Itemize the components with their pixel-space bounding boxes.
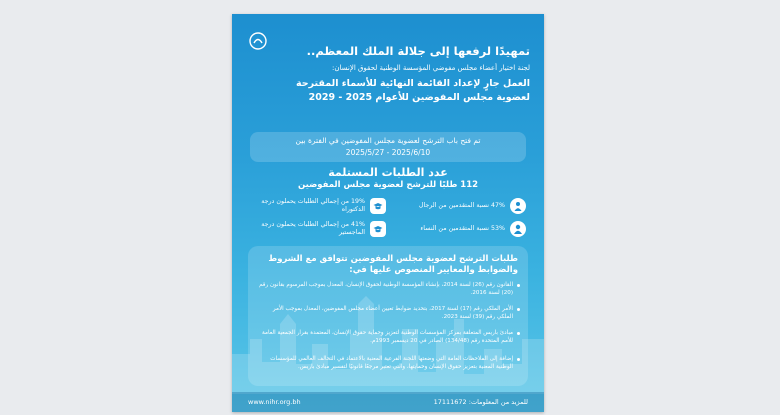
nomination-period-box [250, 132, 526, 162]
woman-icon [510, 221, 526, 237]
headline-block [246, 77, 530, 105]
graduation-icon [370, 198, 386, 214]
requirements-title: طلبات الترشح لعضوية مجلس المفوضين تتوافق مع الشروط والضوابط والمعايير المنصوص عليها في: [268, 254, 518, 275]
headline-line-1: العمل جارٍ لإعداد القائمة النهائية للأسماء المقترحة [296, 78, 530, 89]
nihr-logo-icon [249, 32, 267, 50]
stat-men-text: 47% نسبة المتقدمين من الرجال [418, 202, 505, 209]
applications-count-subtitle: 112 طلبًا للترشح لعضوية مجلس المفوضين [297, 180, 479, 190]
stat-masters-text: 41% من إجمالي الطلبات يحملون درجة الماجستير [261, 221, 365, 236]
stat-women-text: 53% نسبة المتقدمين من النساء [420, 225, 505, 232]
phone-number[interactable]: 17111672 [433, 398, 467, 406]
poster-title: تمهيدًا لرفعها إلى جلالة الملك المعظم.. [306, 44, 530, 58]
period-dates: 2025/5/27 - 2025/6/10 [345, 148, 431, 157]
contact-info [434, 398, 528, 406]
stat-phd [256, 194, 386, 218]
stat-women [406, 217, 526, 241]
man-icon [510, 198, 526, 214]
headline-line-2: لعضوية مجلس المفوضين للأعوام 2025 - 2029 [308, 92, 530, 103]
stat-phd-text: 19% من إجمالي الطلبات يحملون درجة الدكتوراه [261, 198, 365, 213]
requirement-item: مبادئ باريس المتعلقة بمركز المؤسسات الوطنية لتعزيز وحماية حقوق الإنسان، المعتمدة بقرار الجمعية العامة للأمم المتحدة رقم (134/48) الصادر في 20 ديسمبر 1993م. [258, 330, 520, 345]
poster [232, 14, 544, 412]
requirement-item: القانون رقم (26) لسنة 2014، بإنشاء المؤسسة الوطنية لحقوق الإنسان، المعدل بموجب المرسوم بقانون رقم (20) لسنة 2016. [258, 282, 520, 297]
period-text: تم فتح باب الترشح لعضوية مجلس المفوضين في الفترة بين [295, 136, 481, 145]
stat-men [406, 194, 526, 218]
stat-masters [256, 217, 386, 241]
contact-label: للمزيد من المعلومات: [468, 398, 528, 406]
poster-subtitle: لجنة اختيار أعضاء مجلس مفوضي المؤسسة الوطنية لحقوق الإنسان: [332, 64, 530, 72]
applications-count-title: عدد الطلبات المستلمة [328, 166, 448, 179]
website-link[interactable]: www.nihr.org.bh [248, 398, 301, 406]
requirement-item: إضافة إلى الملاحظات العامة التي وضعتها اللجنة الفرعية المعنية بالاعتماد في التحالف العالمي للمؤسسات الوطنية المعنية بتعزيز حقوق الإنسان وحمايتها، والتي تعتبر مرجعًا قانونيًا لتفسير مبادئ باريس. [258, 356, 520, 371]
poster-footer [232, 392, 544, 412]
requirement-item: الأمر الملكي رقم (17) لسنة 2017، بتحديد ضوابط تعيين أعضاء مجلس المفوضين، المعدل بموجب الأمر الملكي رقم (39) لسنة 2023. [258, 306, 520, 321]
graduation-icon [370, 221, 386, 237]
